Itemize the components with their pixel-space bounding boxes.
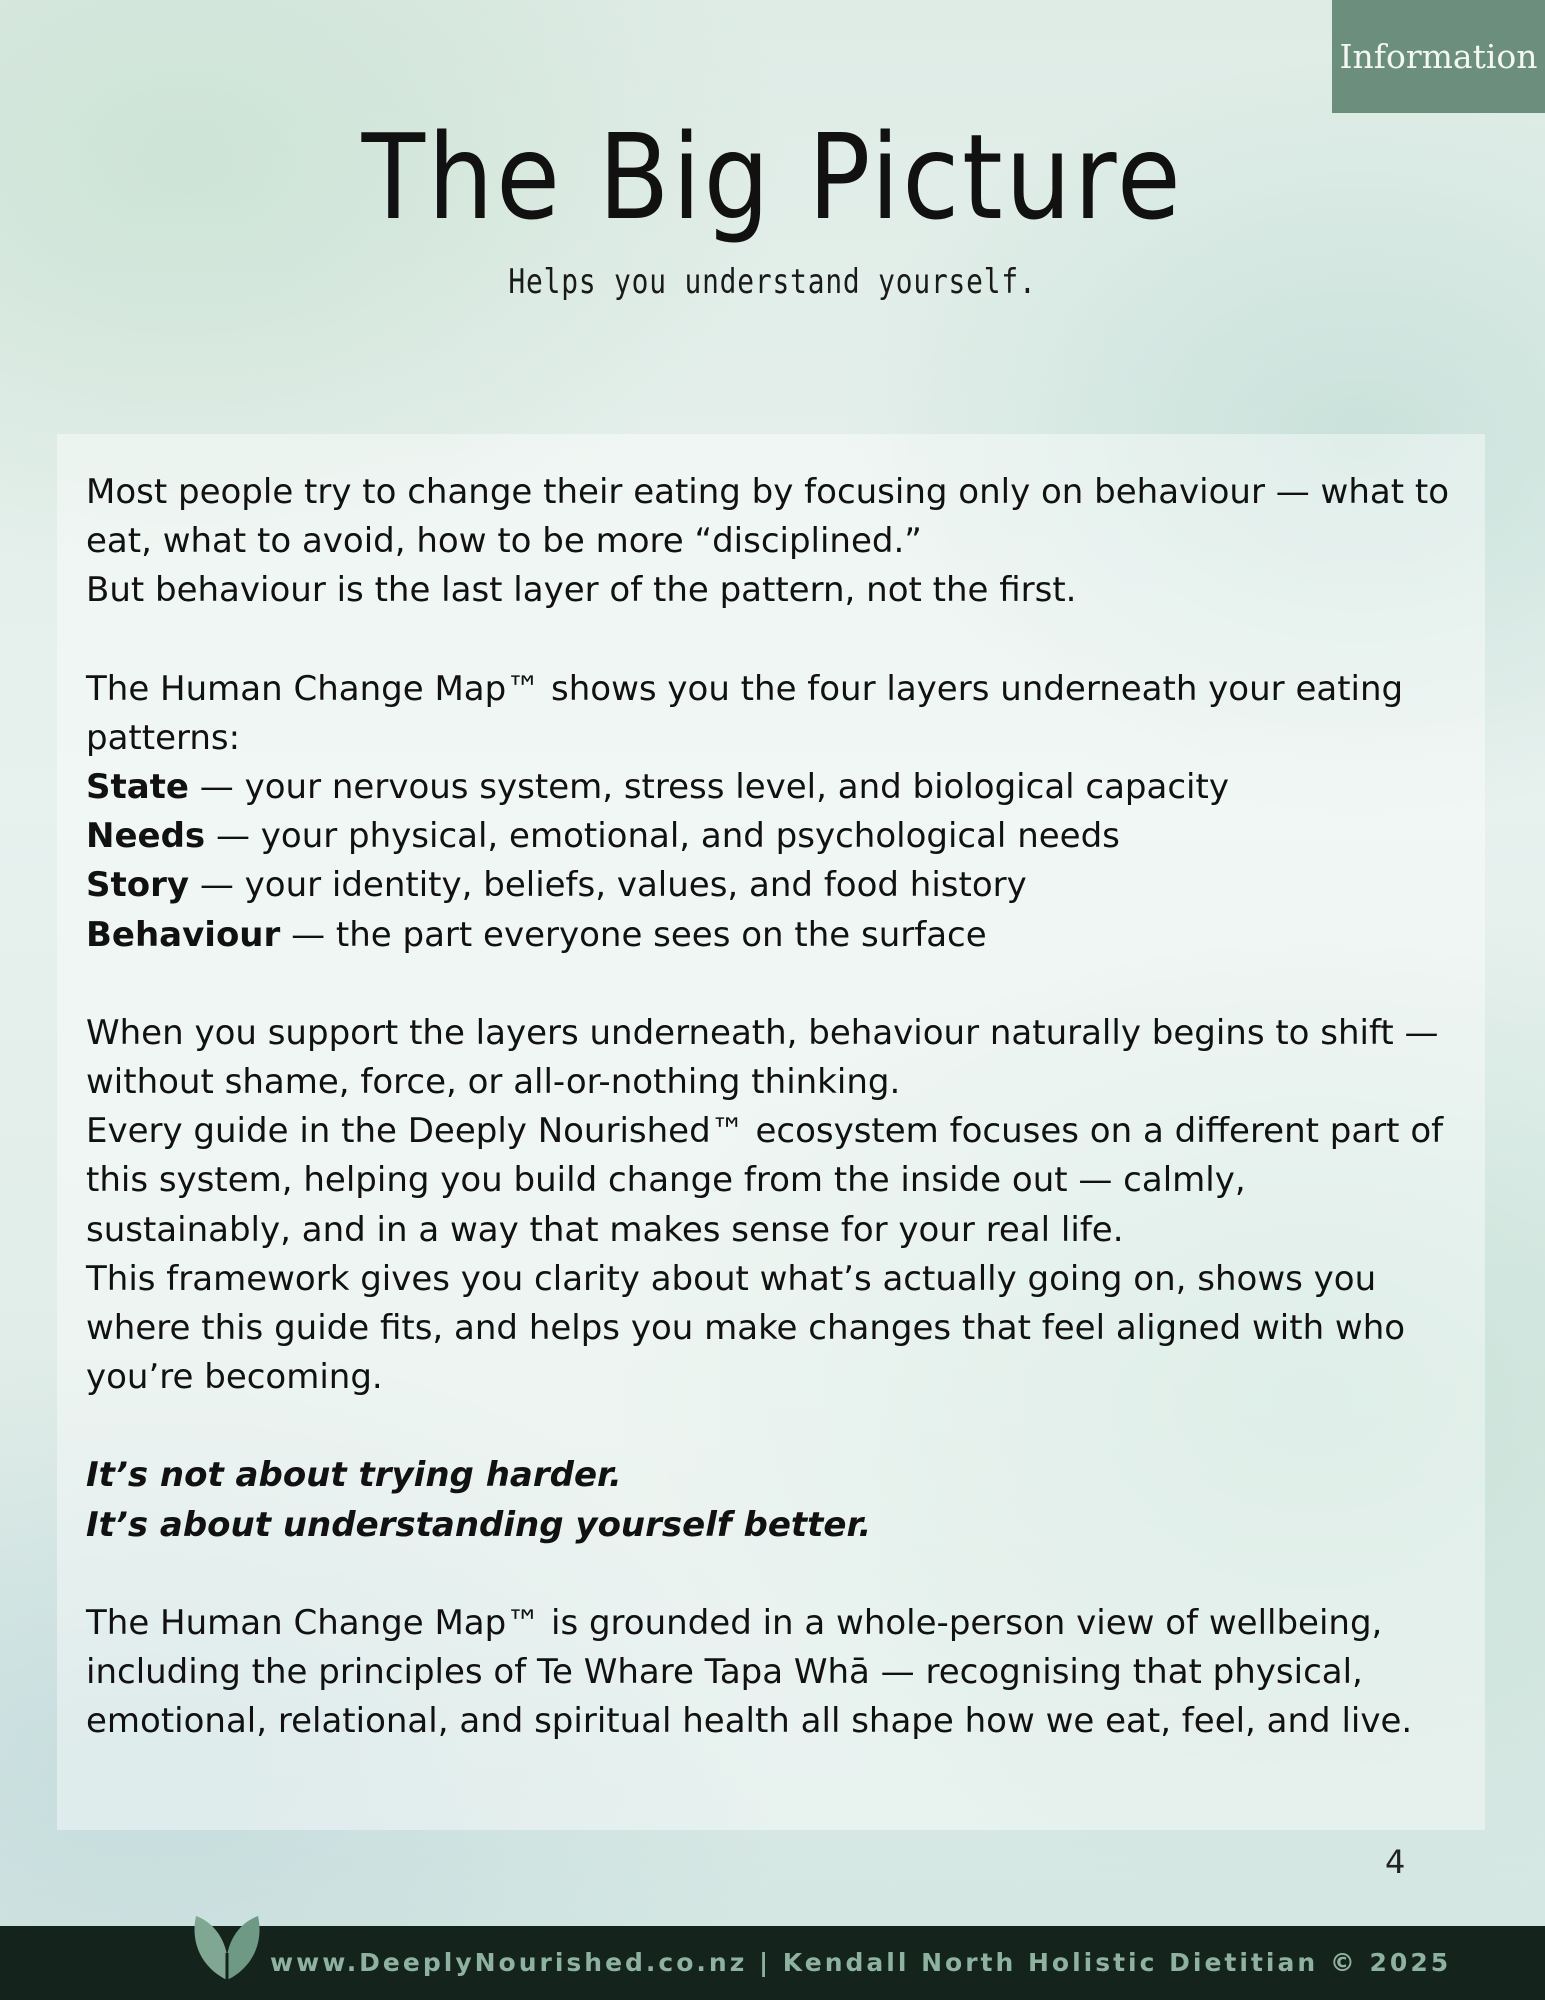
footer-text: www.DeeplyNourished.co.nz | Kendall North Holistic Dietitian © 2025 [270,1948,1452,1977]
layer-item-story [86,861,1455,910]
layer-desc: — your identity, beliefs, values, and food history [189,865,1027,906]
closing-line: The Human Change Map™ is grounded in a whole-person view of wellbeing, [86,1602,1383,1643]
closing-line: emotional, relational, and spiritual health all shape how we eat, feel, and live. [86,1701,1413,1742]
intro-line: eat, what to avoid, how to be more “disciplined.” [86,521,922,562]
layer-item-behaviour [86,911,1455,960]
page-title: The Big Picture [361,108,1184,246]
intro-line: Most people try to change their eating by focusing only on behaviour — what to [86,472,1450,512]
page-subtitle: Helps you understand yourself. [508,262,1037,302]
layer-term: Story [86,865,190,906]
layer-desc: — your nervous system, stress level, and biological capacity [189,767,1229,808]
support-line: without shame, force, or all-or-nothing thinking. [86,1062,901,1103]
support-line: When you support the layers underneath, behaviour naturally begins to shift — [86,1012,1439,1053]
layers-intro-line: patterns: [86,717,241,758]
content-card [57,434,1485,1830]
layer-term: Needs [86,816,206,857]
page-number: 4 [1385,1843,1406,1881]
layer-term: State [86,767,189,808]
layer-desc: — your physical, emotional, and psychological needs [205,816,1120,857]
layer-desc: — the part everyone sees on the surface [280,914,987,955]
support-line: you’re becoming. [86,1357,383,1398]
leaf-logo-icon [182,1898,272,1988]
layer-item-needs [86,812,1455,861]
layer-item-state [86,763,1455,812]
support-line: where this guide fits, and helps you make changes that feel aligned with who [86,1308,1406,1349]
emphasis-line: It’s about understanding yourself better. [86,1504,872,1545]
support-line: Every guide in the Deeply Nourished™ ecosystem focuses on a different part of [86,1111,1444,1152]
emphasis-line: It’s not about trying harder. [86,1455,622,1496]
section-tag: Information [1332,0,1545,113]
support-line: this system, helping you build change from the inside out — calmly, [86,1160,1246,1201]
support-line: sustainably, and in a way that makes sense for your real life. [86,1209,1124,1250]
layers-intro-line: The Human Change Map™ shows you the four layers underneath your eating [86,668,1404,709]
closing-line: including the principles of Te Whare Tapa Whā — recognising that physical, [86,1652,1363,1693]
layer-term: Behaviour [86,914,281,955]
support-line: This framework gives you clarity about what’s actually going on, shows you [86,1258,1377,1299]
intro-line: But behaviour is the last layer of the pattern, not the first. [86,570,1077,611]
